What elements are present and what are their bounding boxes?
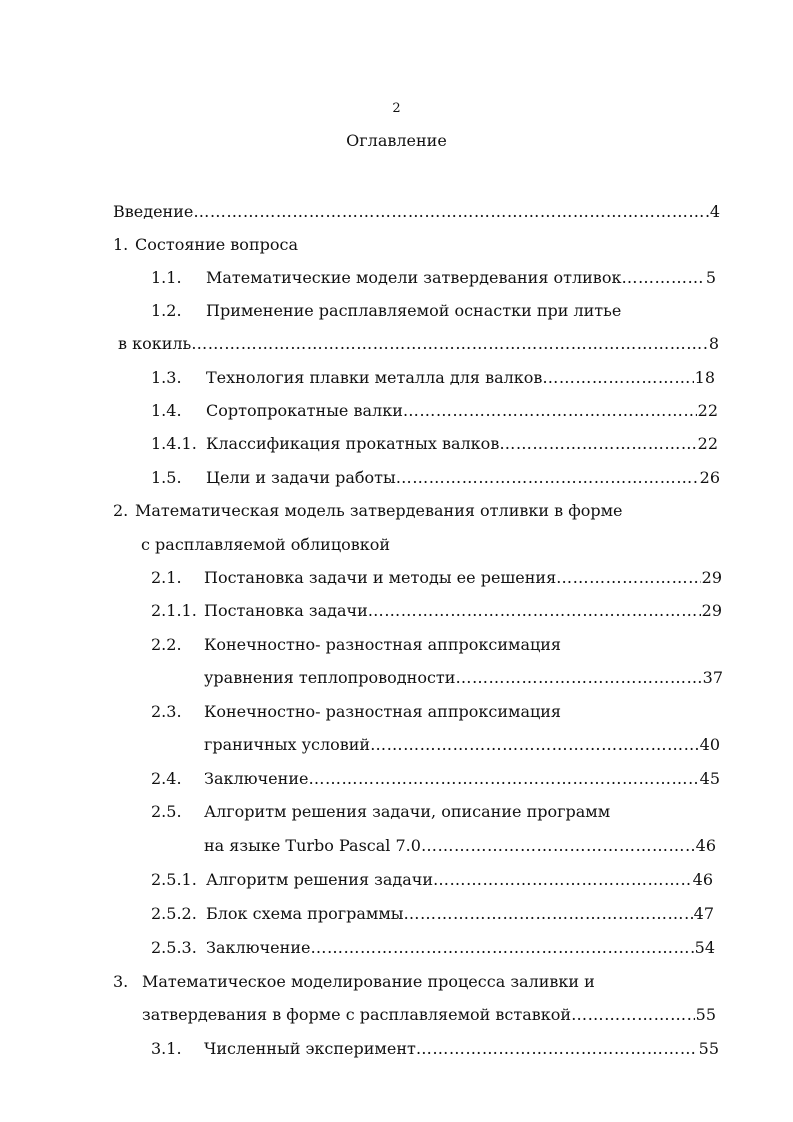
toc-entry-2-5: [151, 800, 610, 824]
toc-entry-text: граничных условий: [204, 735, 371, 754]
toc-entry-intro: [113, 200, 720, 224]
toc-entry-text: Блок схема программы: [206, 904, 404, 923]
toc-entry-page: 26: [699, 468, 720, 487]
toc-entry-number: 1.4.: [151, 401, 182, 420]
toc-entry-page: 18: [694, 368, 715, 387]
toc-entry-text: Применение расплавляемой оснастки при литье: [206, 301, 622, 320]
dot-leader: [433, 868, 692, 892]
toc-entry-text: Математическое моделирование процесса заливки и: [142, 972, 595, 991]
toc-entry-2-1-1: [151, 599, 722, 623]
toc-entry-page: 22: [697, 434, 718, 453]
toc-entry-page: 46: [692, 870, 713, 889]
toc-entry-text: Состояние вопроса: [135, 235, 298, 254]
dot-leader: [556, 566, 700, 590]
toc-entry-number: 2.1.: [151, 568, 182, 587]
toc-entry-number: 2.5.1.: [151, 870, 197, 889]
dot-leader: [310, 936, 693, 960]
toc-entry-text: Математическая модель затвердевания отливки в форме: [135, 501, 623, 520]
dot-leader: [370, 733, 699, 757]
toc-entry-text: Алгоритм решения задачи, описание программ: [204, 802, 611, 821]
toc-entry-2-3: [151, 700, 561, 724]
dot-leader: [193, 200, 708, 224]
dot-leader: [191, 332, 708, 356]
dot-leader: [403, 399, 697, 423]
toc-entry-1-3: [151, 366, 715, 390]
toc-entry-3-1: [151, 1037, 719, 1061]
toc-entry-number: 3.: [113, 972, 129, 991]
toc-entry-2-1: [151, 566, 722, 590]
toc-entry-text: уравнения теплопроводности: [204, 668, 456, 687]
toc-entry-2-5-cont: [204, 834, 716, 858]
toc-entry-text: Конечностно- разностная аппроксимация: [204, 702, 562, 721]
dot-leader: [542, 366, 693, 390]
toc-entry-page: 40: [699, 735, 720, 754]
dot-leader: [368, 599, 701, 623]
toc-entry-1-1: [151, 266, 716, 290]
toc-entry-number: 1.2.: [151, 301, 182, 320]
toc-entry-text: Введение: [113, 202, 194, 221]
dot-leader: [421, 834, 695, 858]
toc-entry-number: 2.5.3.: [151, 938, 197, 957]
toc-entry-text: Заключение: [204, 769, 309, 788]
toc-entry-text: Постановка задачи и методы ее решения: [204, 568, 557, 587]
toc-entry-section-2: [113, 499, 623, 523]
dot-leader: [571, 1003, 695, 1027]
toc-entry-number: 2.1.1.: [151, 601, 197, 620]
toc-entry-section-3: [113, 970, 595, 994]
toc-entry-text: Постановка задачи: [204, 601, 368, 620]
toc-entry-number: 1.1.: [151, 268, 182, 287]
toc-entry-page: 47: [693, 904, 714, 923]
dot-leader: [455, 666, 701, 690]
toc-entry-section-2-cont: [141, 533, 390, 557]
toc-entry-text: Алгоритм решения задачи: [206, 870, 434, 889]
toc-entry-page: 29: [701, 601, 722, 620]
toc-entry-1-4: [151, 399, 718, 423]
toc-entry-page: 22: [697, 401, 718, 420]
toc-entry-page: 29: [701, 568, 722, 587]
dot-leader: [416, 1037, 698, 1061]
dot-leader: [499, 432, 696, 456]
toc-entry-text: на языке Turbo Pascal 7.0: [204, 836, 421, 855]
toc-entry-section-3-cont: [142, 1003, 716, 1027]
toc-entry-text: с расплавляемой облицовкой: [141, 535, 391, 554]
toc-entry-number: 2.: [113, 501, 129, 520]
toc-entry-2-3-cont: [204, 733, 720, 757]
toc-entry-page: 54: [694, 938, 715, 957]
toc-entry-number: 1.3.: [151, 368, 182, 387]
page-title: Оглавление: [346, 131, 447, 150]
toc-entry-page: 37: [702, 668, 723, 687]
toc-entry-1-2-cont: [118, 332, 719, 356]
toc-entry-text: Математические модели затвердевания отливок: [206, 268, 622, 287]
toc-entry-page: 8: [708, 334, 719, 353]
toc-entry-number: 1.: [113, 235, 129, 254]
toc-entry-number: 2.5.2.: [151, 904, 197, 923]
dot-leader: [308, 767, 698, 791]
toc-entry-number: 2.4.: [151, 769, 182, 788]
toc-entry-text: Сортопрокатные валки: [206, 401, 403, 420]
toc-entry-2-5-3: [151, 936, 715, 960]
toc-entry-page: 55: [695, 1005, 716, 1024]
toc-entry-text: Численный эксперимент: [204, 1039, 416, 1058]
table-of-contents: [0, 200, 793, 1080]
toc-entry-section-1: [113, 233, 298, 257]
toc-entry-number: 2.2.: [151, 635, 182, 654]
toc-entry-text: Технология плавки металла для валков: [206, 368, 543, 387]
toc-entry-page: 55: [698, 1039, 719, 1058]
toc-entry-2-2: [151, 633, 561, 657]
toc-entry-text: Цели и задачи работы: [206, 468, 396, 487]
toc-entry-1-4-1: [151, 432, 718, 456]
toc-entry-2-2-cont: [204, 666, 723, 690]
dot-leader: [396, 466, 699, 490]
toc-entry-text: Конечностно- разностная аппроксимация: [204, 635, 562, 654]
page-number: 2: [392, 101, 401, 116]
toc-entry-number: 1.5.: [151, 468, 182, 487]
dot-leader: [621, 266, 704, 290]
toc-entry-2-5-2: [151, 902, 714, 926]
toc-entry-1-2: [151, 299, 621, 323]
toc-entry-text: в кокиль: [118, 334, 192, 353]
toc-entry-2-5-1: [151, 868, 713, 892]
toc-entry-2-4: [151, 767, 720, 791]
toc-entry-text: Заключение: [206, 938, 311, 957]
toc-entry-page: 45: [699, 769, 720, 788]
toc-entry-1-5: [151, 466, 720, 490]
toc-entry-number: 2.3.: [151, 702, 182, 721]
dot-leader: [404, 902, 693, 926]
toc-entry-number: 3.1.: [151, 1039, 182, 1058]
toc-entry-page: 46: [695, 836, 716, 855]
toc-entry-text: затвердевания в форме с расплавляемой вставкой: [142, 1005, 572, 1024]
toc-entry-number: 1.4.1.: [151, 434, 197, 453]
toc-entry-page: 5: [705, 268, 716, 287]
toc-entry-number: 2.5.: [151, 802, 182, 821]
toc-entry-text: Классификация прокатных валков: [206, 434, 500, 453]
toc-entry-page: 4: [709, 202, 720, 221]
